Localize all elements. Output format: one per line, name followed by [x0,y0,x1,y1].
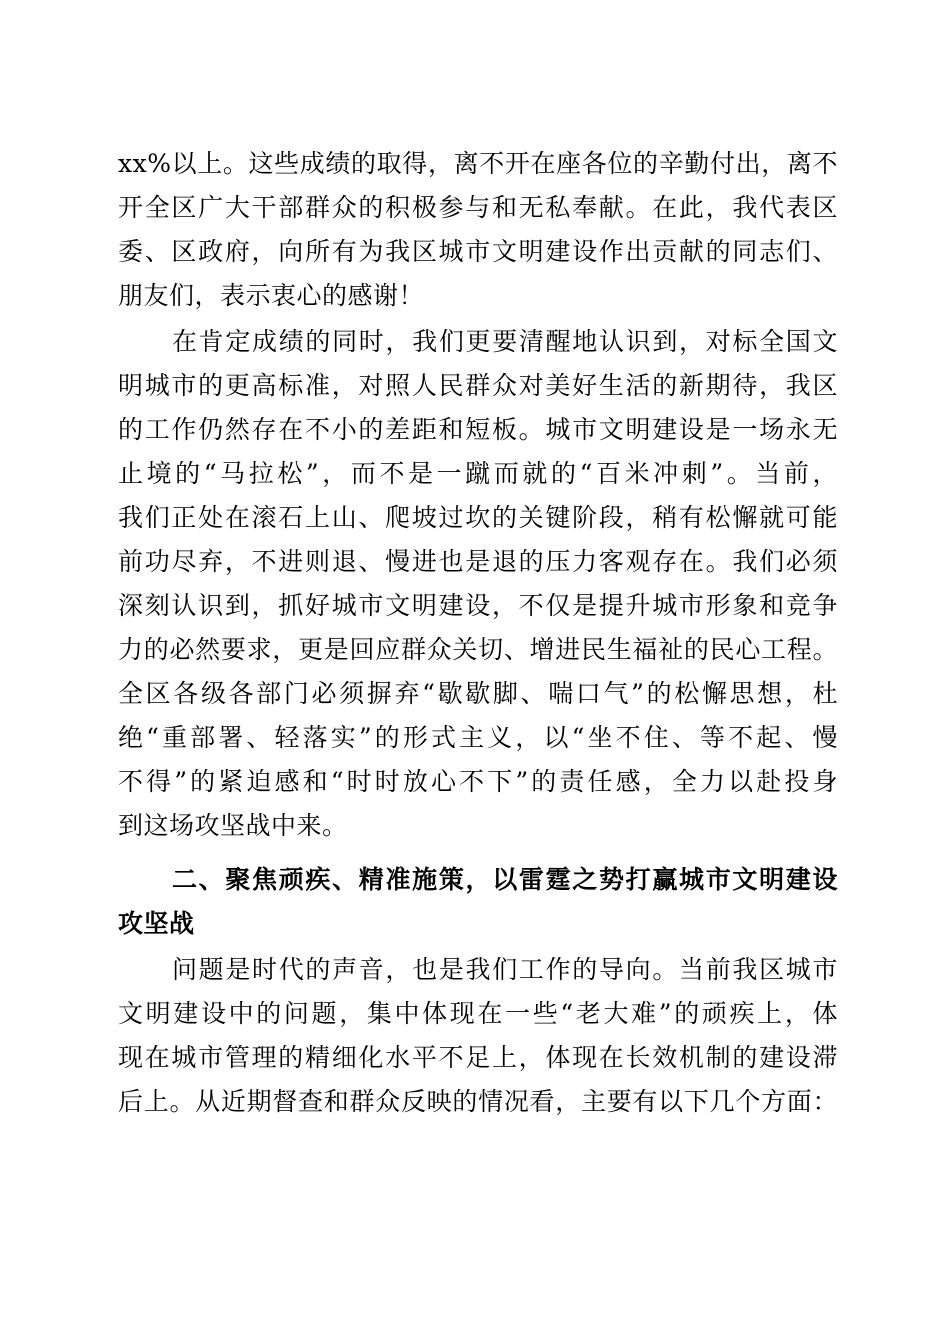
paragraph-1-line-4: 朋友们，表示衷心的感谢！ [118,281,425,310]
paragraph-3-line-2: 文明建设中的问题，集中体现在一些“老大难”的顽疾上，体 [118,999,838,1028]
paragraph-3-line-1: 问题是时代的声音，也是我们工作的导向。当前我区城市 [172,955,838,984]
section-heading-2-line-2: 攻坚战 [118,909,195,938]
paragraph-1-line-3: 委、区政府，向所有为我区城市文明建设作出贡献的同志们、 [118,237,838,266]
paragraph-2-line-10: 绝“重部署、轻落实”的形式主义，以“坐不住、等不起、慢 [118,723,838,752]
paragraph-2-line-4: 止境的“马拉松”，而不是一蹴而就的“百米冲刺”。当前， [118,459,838,488]
paragraph-3-line-3: 现在城市管理的精细化水平不足上，体现在长效机制的建设滞 [118,1043,838,1072]
paragraph-2-line-8: 力的必然要求，更是回应群众关切、增进民生福祉的民心工程。 [118,635,838,664]
paragraph-2-line-5: 我们正处在滚石上山、爬坡过坎的关键阶段，稍有松懈就可能 [118,503,838,532]
paragraph-2-line-6: 前功尽弃，不进则退、慢进也是退的压力客观存在。我们必须 [118,547,838,576]
section-heading-2-line-1: 二、聚焦顽疾、精准施策，以雷霆之势打赢城市文明建设 [172,865,838,894]
paragraph-1-line-1: xx%以上。这些成绩的取得，离不开在座各位的辛勤付出，离不 [118,149,838,178]
paragraph-2-line-11: 不得”的紧迫感和“时时放心不下”的责任感，全力以赴投身 [118,767,838,796]
paragraph-2-line-7: 深刻认识到，抓好城市文明建设，不仅是提升城市形象和竞争 [118,591,838,620]
paragraph-2-line-9: 全区各级各部门必须摒弃“歇歇脚、喘口气”的松懈思想，杜 [118,679,838,708]
paragraph-1-line-2: 开全区广大干部群众的积极参与和无私奉献。在此，我代表区 [118,193,838,222]
paragraph-2-line-1: 在肯定成绩的同时，我们更要清醒地认识到，对标全国文 [172,327,838,356]
paragraph-2-line-3: 的工作仍然存在不小的差距和短板。城市文明建设是一场永无 [118,415,838,444]
paragraph-2-line-12: 到这场攻坚战中来。 [118,811,348,840]
paragraph-2-line-2: 明城市的更高标准，对照人民群众对美好生活的新期待，我区 [118,371,838,400]
paragraph-3-line-4: 后上。从近期督查和群众反映的情况看，主要有以下几个方面： [118,1087,838,1116]
